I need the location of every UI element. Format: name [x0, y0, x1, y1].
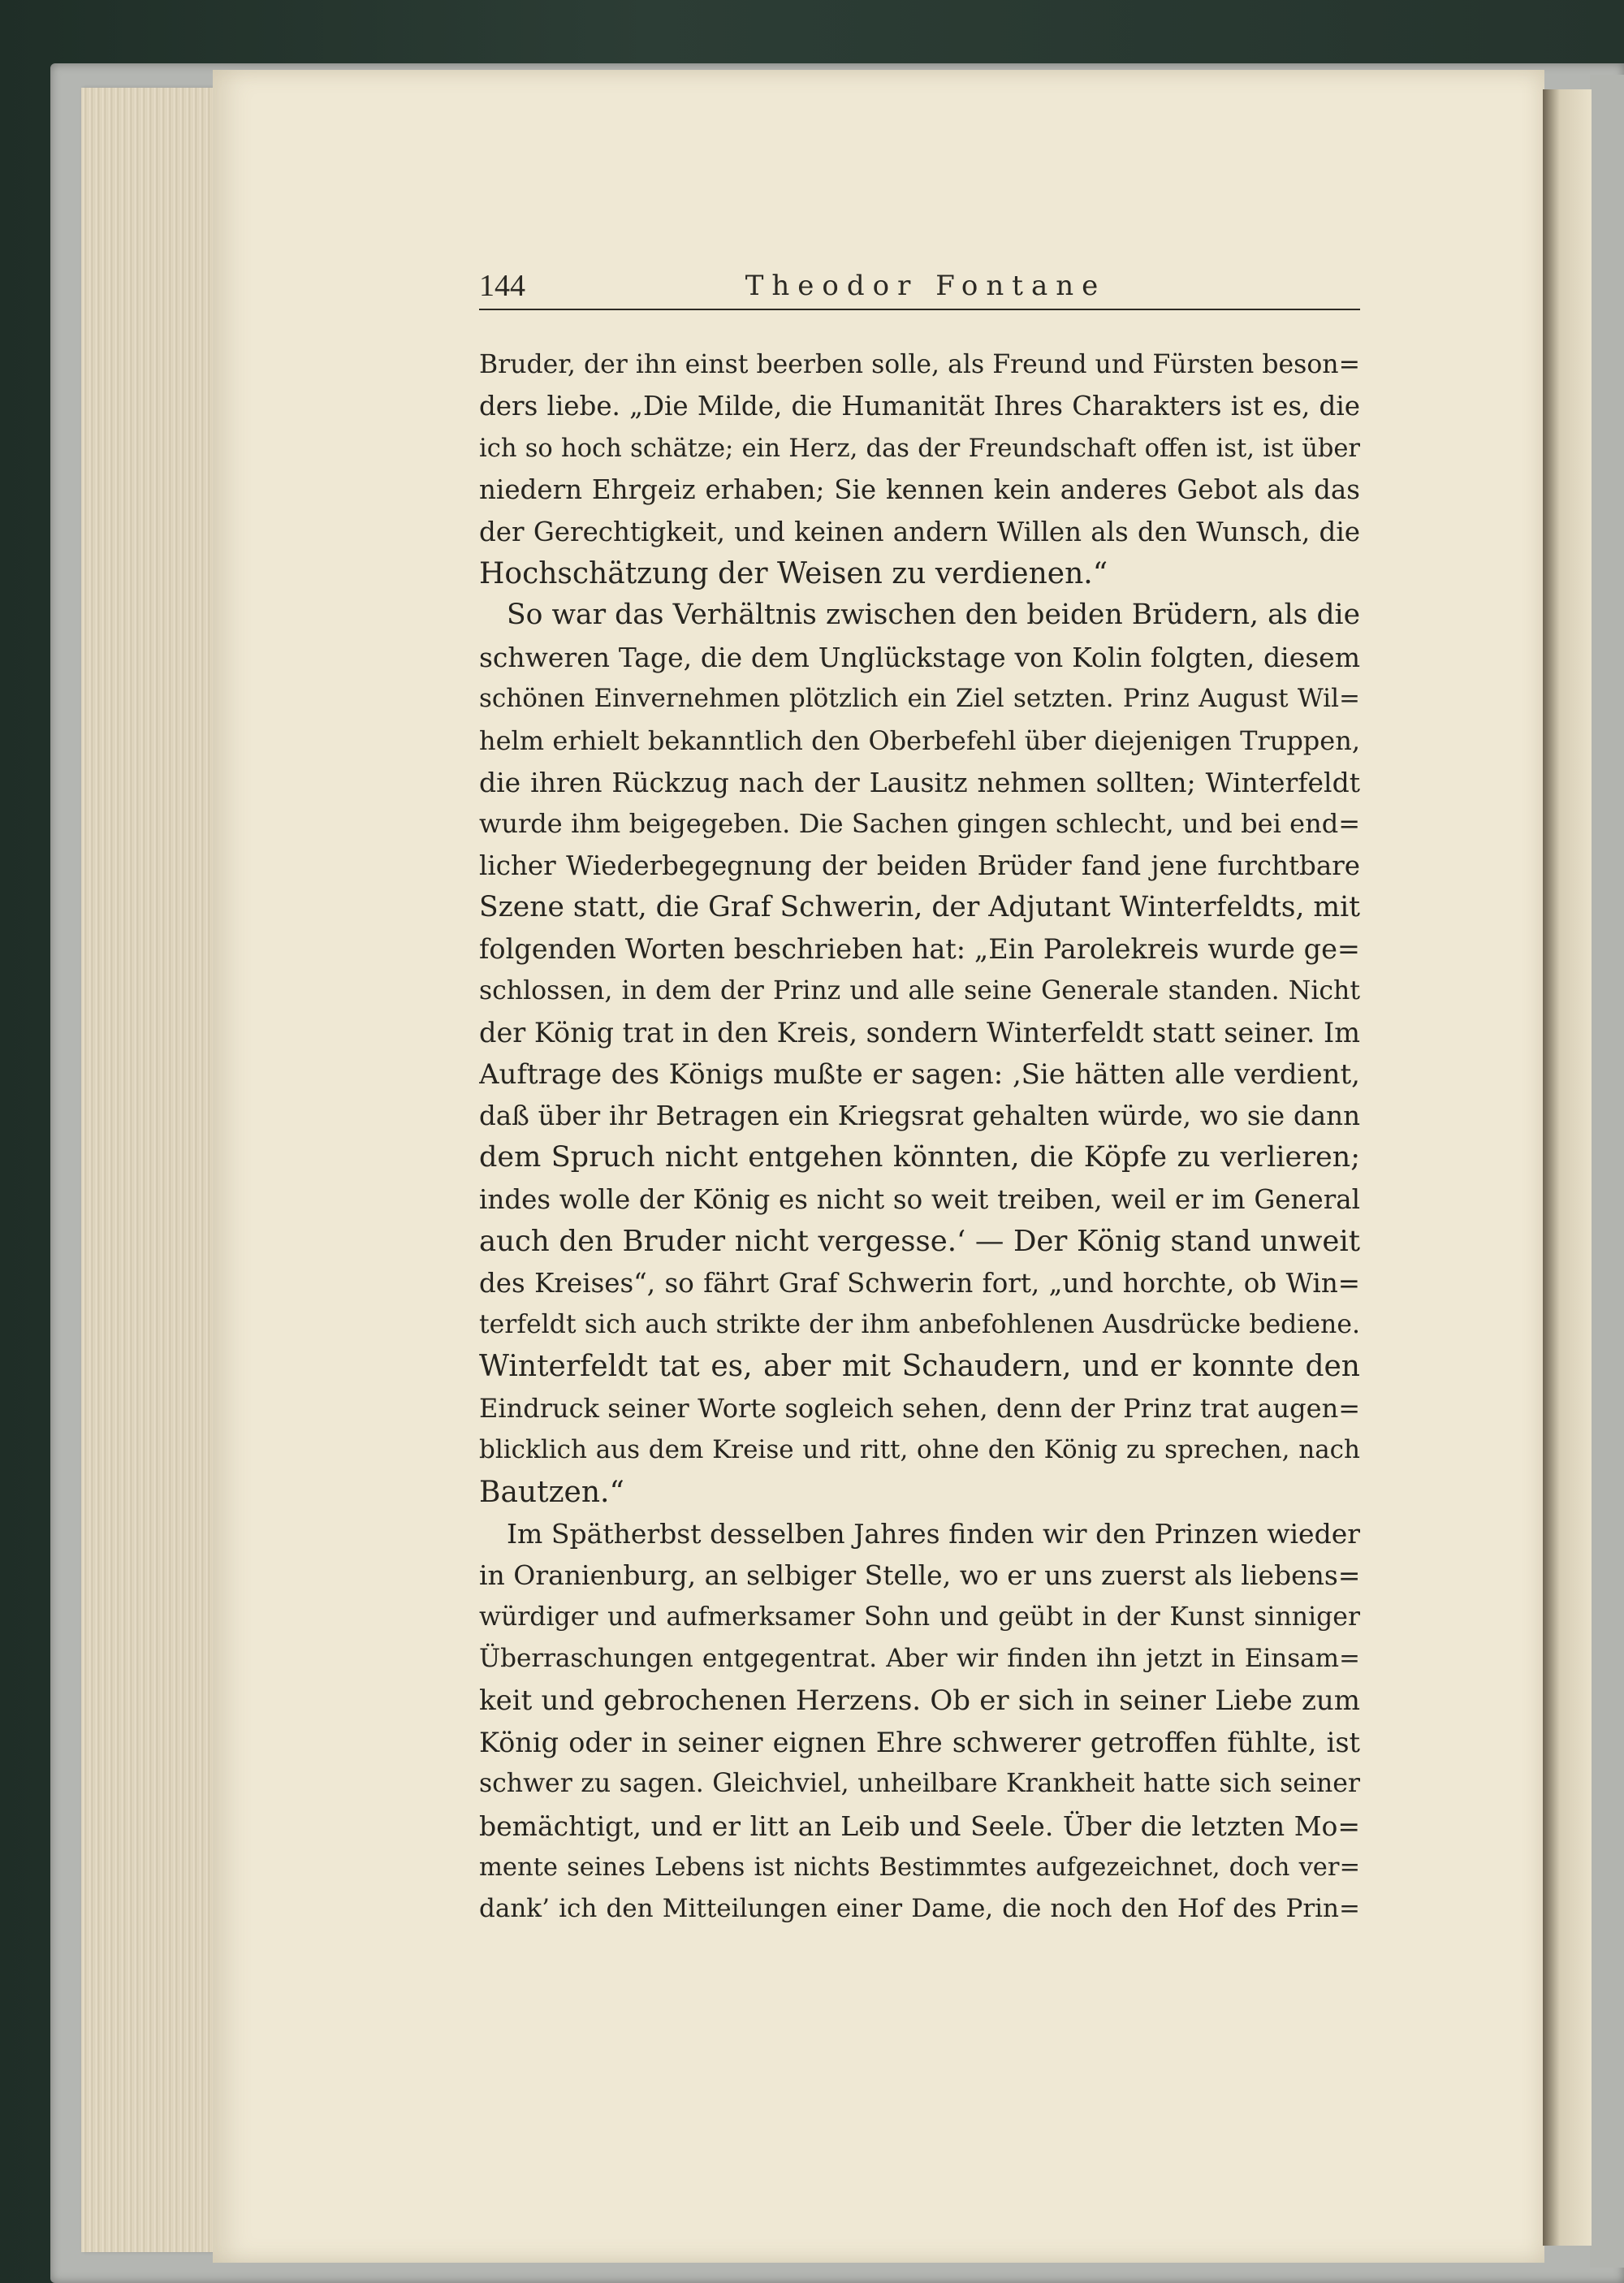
- text-line: Winterfeldt tat es, aber mit Schaudern, und er konnte den: [479, 1350, 1360, 1384]
- text-line: Eindruck seiner Worte sogleich sehen, denn der Prinz trat augen=: [479, 1392, 1360, 1424]
- cover-right-edge: [1590, 75, 1624, 2268]
- text-line: niedern Ehrgeiz erhaben; Sie kennen kein anderes Gebot als das: [479, 474, 1360, 506]
- text-line: Bruder, der ihn einst beerben solle, als Freund und Fürsten beson=: [479, 350, 1360, 379]
- text-line: dem Spruch nicht entgehen könnten, die Köpfe zu verlieren;: [479, 1141, 1360, 1174]
- text-line: die ihren Rückzug nach der Lausitz nehmen sollten; Winterfeldt: [479, 766, 1360, 798]
- text-line: Überraschungen entgegentrat. Aber wir finden ihn jetzt in Einsam=: [479, 1644, 1360, 1674]
- text-line: Bautzen.“: [479, 1475, 624, 1509]
- text-line: schweren Tage, die dem Unglückstage von Kolin folgten, diesem: [479, 641, 1360, 673]
- text-line: schönen Einvernehmen plötzlich ein Ziel setzten. Prinz August Wil=: [479, 684, 1360, 714]
- text-line: der König trat in den Kreis, sondern Winterfeldt statt seiner. Im: [479, 1017, 1360, 1049]
- paragraph-start-line: So war das Verhältnis zwischen den beiden Brüdern, als die: [507, 599, 1360, 632]
- body-text: [479, 344, 1360, 1931]
- page-edges: [81, 88, 219, 2252]
- text-line: ich so hoch schätze; ein Herz, das der Freundschaft offen ist, ist über: [479, 434, 1360, 463]
- page-header: [479, 266, 1360, 310]
- text-line: terfeldt sich auch strikte der ihm anbefohlenen Ausdrücke bediene.: [479, 1309, 1360, 1339]
- text-line: schwer zu sagen. Gleichviel, unheilbare Krankheit hatte sich seiner: [479, 1769, 1360, 1799]
- text-line: mente seines Lebens ist nichts Bestimmtes aufgezeichnet, doch ver=: [479, 1853, 1360, 1883]
- text-line: der Gerechtigkeit, und keinen andern Willen als den Wunsch, die: [479, 516, 1360, 547]
- text-line: König oder in seiner eignen Ehre schwerer getroffen fühlte, ist: [479, 1726, 1360, 1758]
- text-line: Szene statt, die Graf Schwerin, der Adjutant Winterfeldts, mit: [479, 891, 1360, 924]
- text-line: blicklich aus dem Kreise und ritt, ohne den König zu sprechen, nach: [479, 1435, 1360, 1465]
- text-line: licher Wiederbegegnung der beiden Brüder fand jene furchtbare: [479, 850, 1360, 881]
- text-line: ders liebe. „Die Milde, die Humanität Ihres Charakters ist es, die: [479, 391, 1360, 422]
- text-line: helm erhielt bekanntlich den Oberbefehl über diejenigen Truppen,: [479, 724, 1360, 756]
- text-line: in Oranienburg, an selbiger Stelle, wo er uns zuerst als liebens=: [479, 1559, 1360, 1592]
- text-line: dank’ ich den Mitteilungen einer Dame, die noch den Hof des Prin=: [479, 1894, 1360, 1924]
- text-line: daß über ihr Betragen ein Kriegsrat gehalten würde, wo sie dann: [479, 1100, 1360, 1132]
- text-line: des Kreises“, so fährt Graf Schwerin fort, „und horchte, ob Win=: [479, 1267, 1360, 1299]
- text-line: keit und gebrochenen Herzens. Ob er sich in seiner Liebe zum: [479, 1684, 1360, 1717]
- text-line: schlossen, in dem der Prinz und alle seine Generale standen. Nicht: [479, 975, 1360, 1005]
- paragraph-start-line: Im Spätherbst desselben Jahres finden wir den Prinzen wieder: [507, 1517, 1360, 1550]
- text-line: folgenden Worten beschrieben hat: „Ein Parolekreis wurde ge=: [479, 933, 1360, 966]
- text-line: Hochschätzung der Weisen zu verdienen.“: [479, 556, 1108, 590]
- next-page-edge: [1543, 89, 1592, 2246]
- text-line: würdiger und aufmerksamer Sohn und geübt in der Kunst sinniger: [479, 1602, 1360, 1632]
- text-line: bemächtigt, und er litt an Leib und Seele. Über die letzten Mo=: [479, 1810, 1360, 1842]
- page-number: 144: [479, 269, 525, 303]
- running-head: Theodor Fontane: [745, 270, 1107, 302]
- text-line: indes wolle der König es nicht so weit treiben, weil er im General: [479, 1183, 1360, 1215]
- text-line: auch den Bruder nicht vergesse.‘ — Der König stand unweit: [479, 1225, 1360, 1259]
- text-line: wurde ihm beigegeben. Die Sachen gingen schlecht, und bei end=: [479, 808, 1360, 840]
- text-line: Auftrage des Königs mußte er sagen: ‚Sie hätten alle verdient,: [479, 1057, 1360, 1091]
